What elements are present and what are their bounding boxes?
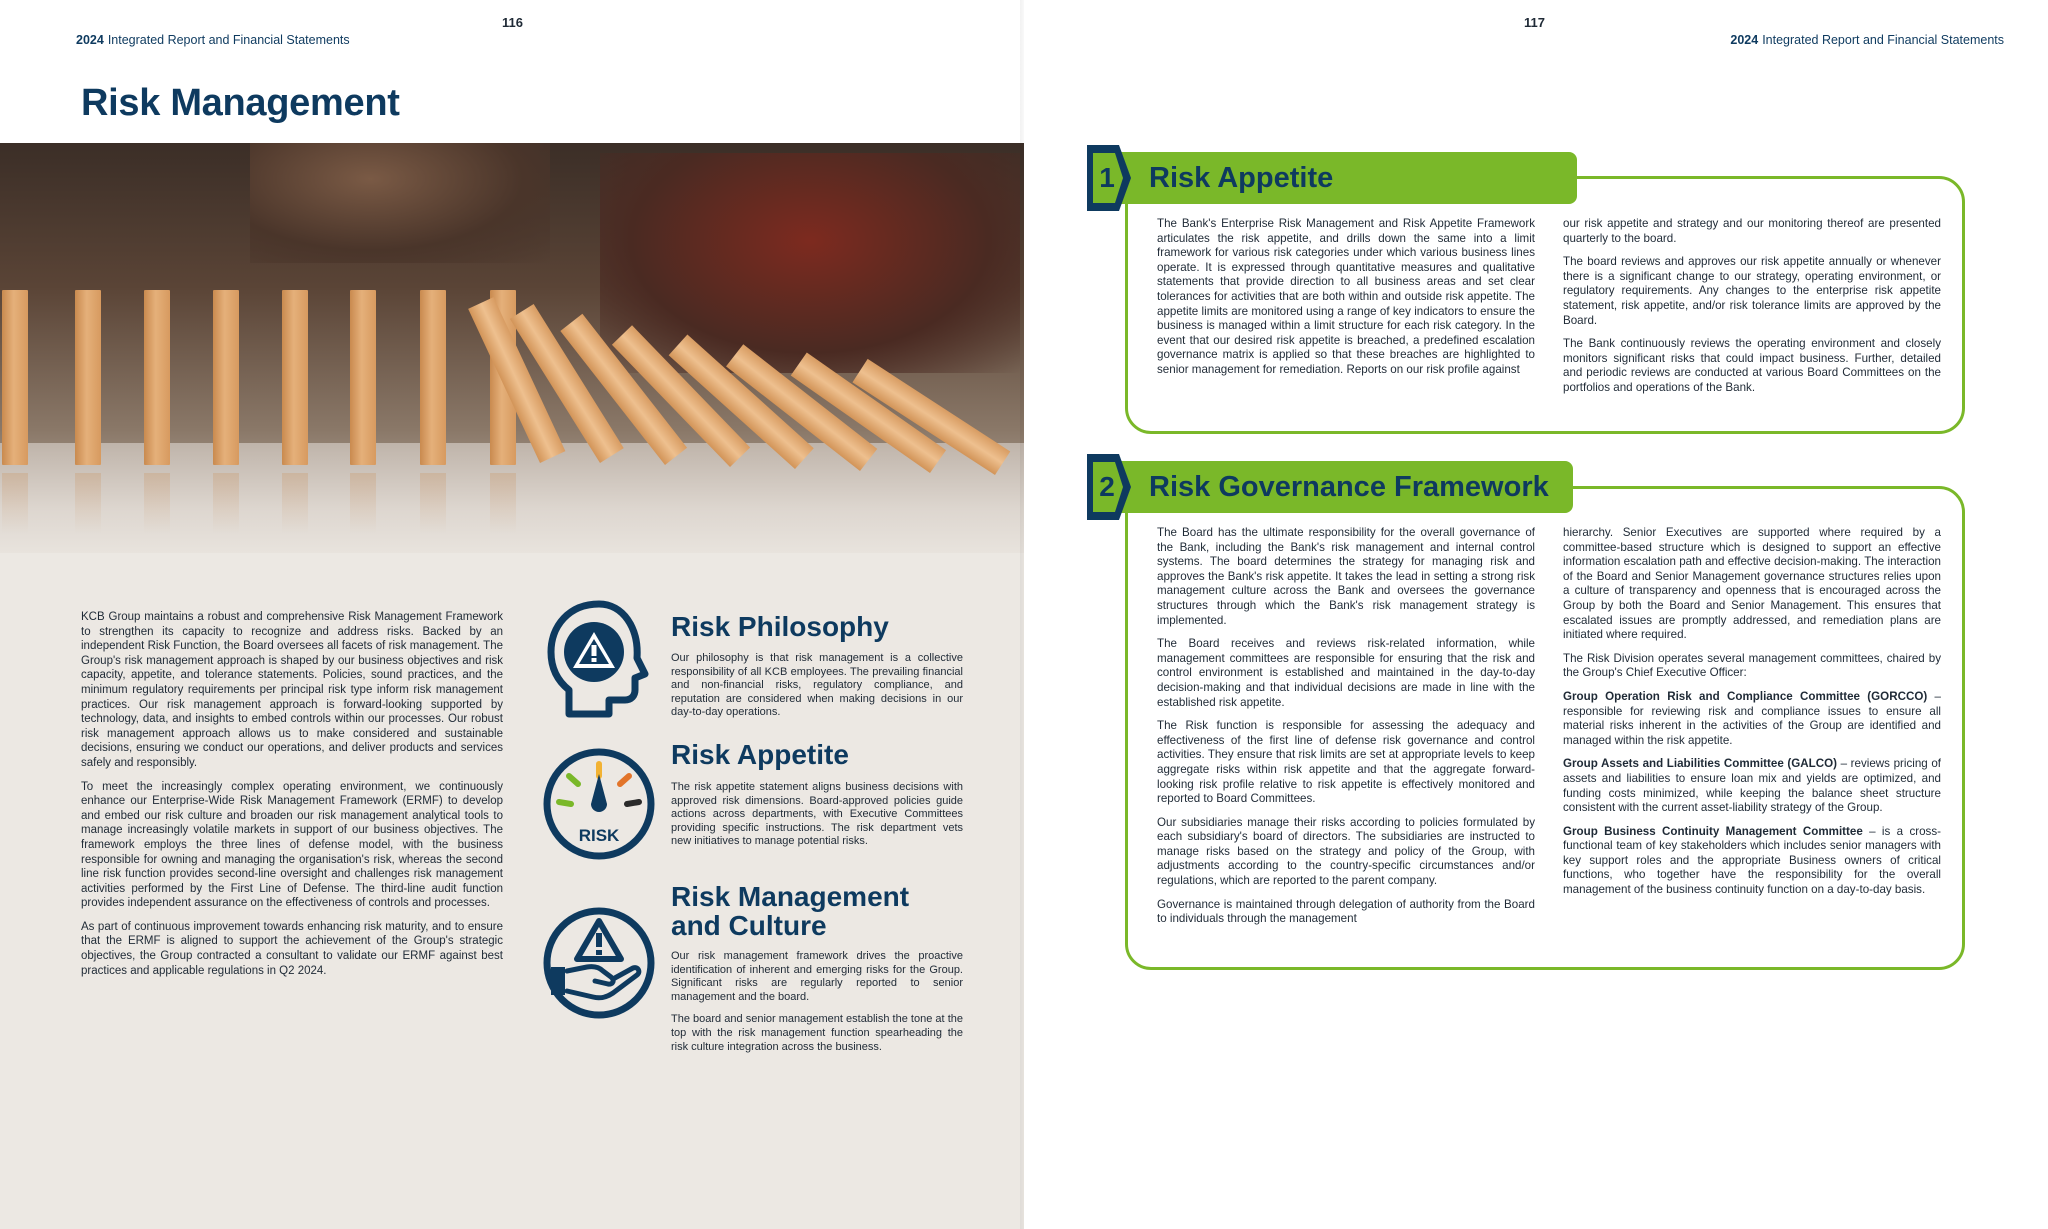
risk-governance-panel-title: Risk Governance Framework [1149,471,1549,503]
risk-governance-col1: The Board has the ultimate responsibility for the overall governance of the Bank, including the Bank's risk management and internal control systems. The board determines the strategy for managing risk and approves the Bank's risk appetite. It takes the lead in setting a strong risk management culture across the Bank and oversees the governance structures through which the Bank's risk management strategy is implemented. The Board receives and reviews risk-related information, while management committees are responsible for ensuring that the risk and control environment is established and maintained in the day-to-day decision-making and that individual decisions are made in line with the established risk appetite. The Risk function is responsible for assessing the adequacy and effectiveness of the first line of defense risk governance and control activities. They ensure that risk limits are set at appropriate levels to keep aggregate risks within risk appetite and that the aggregate forward-looking risk profile relative to risk appetite is effectively monitored and reported to Board Committees. Our subsidiaries manage their risks according to policies formulated by each subsidiary's board of directors. The subsidiaries are instructed to manage risks based on the strategy and policy of the Group, with adjustments according to the country-specific circumstances and/or regulations, which are reported to the parent company. Governance is maintained through delegation of authority from the Board to individuals through the management [1157,526,1535,926]
intro-paragraph: As part of continuous improvement towards enhancing risk maturity, and to ensure that the ERMF is aligned to support the achievement of the Group's strategic objectives, the Group contracted a consultant to validate our ERMF against best practices and applicable regulations in Q2 2024. [81,920,503,977]
intro-paragraph: KCB Group maintains a robust and comprehensive Risk Management Framework to strengthen its capacity to recognize and address risks. Backed by an independent Risk Function, the Board oversees all facets of risk management. The Group's risk management approach is shaped by our business objectives and risk capacity, appetite, and tolerance statements. Policies, sound practices, and the minimum regulatory requirements per principal risk type inform risk management practices. Our risk management approach is forward-looking supported by technology, data, and insights to embed controls within our processes. Our robust risk management approach allows us to make considered and sustainable decisions, ensuring we conduct our operations, and deliver products and services safely and responsibly. [81,611,503,769]
hand-warning-icon [541,905,657,1021]
head-warning-icon [543,598,655,720]
risk-governance-tab [1093,461,1573,513]
risk-philosophy-title: Risk Philosophy [671,611,889,642]
header-right: 2024 Integrated Report and Financial Statements [1730,33,2004,47]
svg-text:2: 2 [1099,471,1115,502]
panel-number-badge-1 [1085,143,1133,213]
risk-appetite-title: Risk Appetite [671,739,849,770]
risk-appetite-col1: The Bank's Enterprise Risk Management and Risk Appetite Framework articulates the risk appetite, and drills down the same into a limit framework for various risk categories under which various business lines operate. It is expressed through quantitative measures and qualitative statements that provide direction to all business areas and set clear tolerances for activities that are both within and outside risk appetite. The appetite limits are monitored using a range of key indicators to ensure the business is managed within a limit structure for each risk category. In the event that our desired risk appetite is breached, a predefined escalation governance matrix is applied so that these breaches are highlighted to senior management for remediation. Reports on our risk profile against [1157,217,1535,376]
intro-text [81,610,503,987]
page-title: Risk Management [81,82,400,124]
committee-gorcco: Group Operation Risk and Compliance Committee (GORCCO) – responsible for reviewing risk and compliance issues to ensure all material risks inherent in the activities of the Group are identified and managed within the risk appetite. [1563,689,1941,747]
risk-culture-title: Risk Management and Culture [671,881,910,941]
panel-number-badge-2 [1085,452,1133,522]
dominoes-photo [0,143,1024,553]
risk-governance-col2: hierarchy. Senior Executives are supported where required by a committee-based structure which is designed to support an effective information escalation path and effective decision-making. The interaction of the Board and Senior Management governance structures relies upon a culture of transparency and openness that is encouraged across the Group by both the Board and Senior Management. This ensures that escalated issues are promptly addressed, and remediation plans are initiated where required. The Risk Division operates several management committees, chaired by the Group's Chief Executive Officer: Group Operation Risk and Compliance Committee (GORCCO) – responsible for reviewing risk and compliance issues to ensure all material risks inherent in the activities of the Group are identified and managed within the risk appetite. Group Assets and Liabilities Committee (GALCO) – reviews pricing of assets and liabilities to ensure loan mix and yields are optimized, and funding costs minimized, while keeping the balance sheet structure consistent with the current asset-liability strategy of the Group. Group Business Continuity Management Committee – is a cross-functional team of key stakeholders which includes senior managers with key support roles and the appropriate Business owners of critical functions, who together have the responsibility for the overall management of the business continuity function on a day-to-day basis. [1563,526,1942,897]
hand-image [250,143,550,263]
svg-text:1: 1 [1099,162,1115,193]
page-number-right: 117 [1524,15,1545,30]
committee-galco: Group Assets and Liabilities Committee (GALCO) – reviews pricing of assets and liabilities to ensure loan mix and yields are optimized, and funding costs minimized, while keeping the balance sheet structure consistent with the current asset-liability strategy of the Group. [1563,757,1942,815]
intro-paragraph: To meet the increasingly complex operating environment, we continuously enhance our Enterprise-Wide Risk Management Framework (ERMF) to develop and embed our risk culture and broaden our risk management analytical tools to manage increasingly volatile markets in support of our business objectives. The framework employs the three lines of defense model, with the business responsible for owning and managing the organisation's risk, whereas the second line risk function provides second-line oversight and challenges risk management activities performed by the First Line of Defense. The third-line audit function provides independent assurance on the effectiveness of controls and processes. [81,780,503,910]
header-left: 2024 Integrated Report and Financial Statements [76,33,350,47]
risk-culture-text: Our risk management framework drives the proactive identification of inherent and emerging risks for the Group. Significant risks are regularly reported to senior management and the board. The board and senior management establish the tone at the top with the risk management function spearheading the risk culture integration across the business. [671,950,963,1053]
risk-appetite-panel-title: Risk Appetite [1149,162,1334,194]
gauge-risk-label: RISK [578,826,620,845]
risk-philosophy-text: Our philosophy is that risk management is a collective responsibility of all KCB employees. The prevailing financial and non-financial risks, regulatory compliance, and reputation are considered when making decisions in our day-to-day operations. [671,652,963,719]
page-number-left: 116 [502,15,523,30]
risk-appetite-col2: our risk appetite and strategy and our monitoring thereof are presented quarterly to the board. The board reviews and approves our risk appetite annually or whenever there is a significant change to our strategy, operating environment, or regulatory requirements. Any changes to the enterprise risk appetite statement, risk appetite, and/or risk tolerance limits are approved by the Board. The Bank continuously reviews the operating environment and closely monitors significant risks that could impact business. Further, detailed and periodic reviews are conducted at various Board Committees on the portfolios and operations of the Bank. [1563,217,1941,394]
committee-bcm: Group Business Continuity Management Committee – is a cross-functional team of key stakeholders which includes senior managers with key support roles and the appropriate Business owners of critical functions, who together have the responsibility for the overall management of the business continuity function on a day-to-day basis. [1563,824,1942,897]
risk-gauge-icon [541,746,657,862]
risk-appetite-text: The risk appetite statement aligns business decisions with approved risk dimensions. Board-approved policies guide actions across departments, with Executive Committees providing specific instructions. The risk department vets new initiatives to manage potential risks. [671,781,963,848]
risk-appetite-tab [1093,152,1577,204]
